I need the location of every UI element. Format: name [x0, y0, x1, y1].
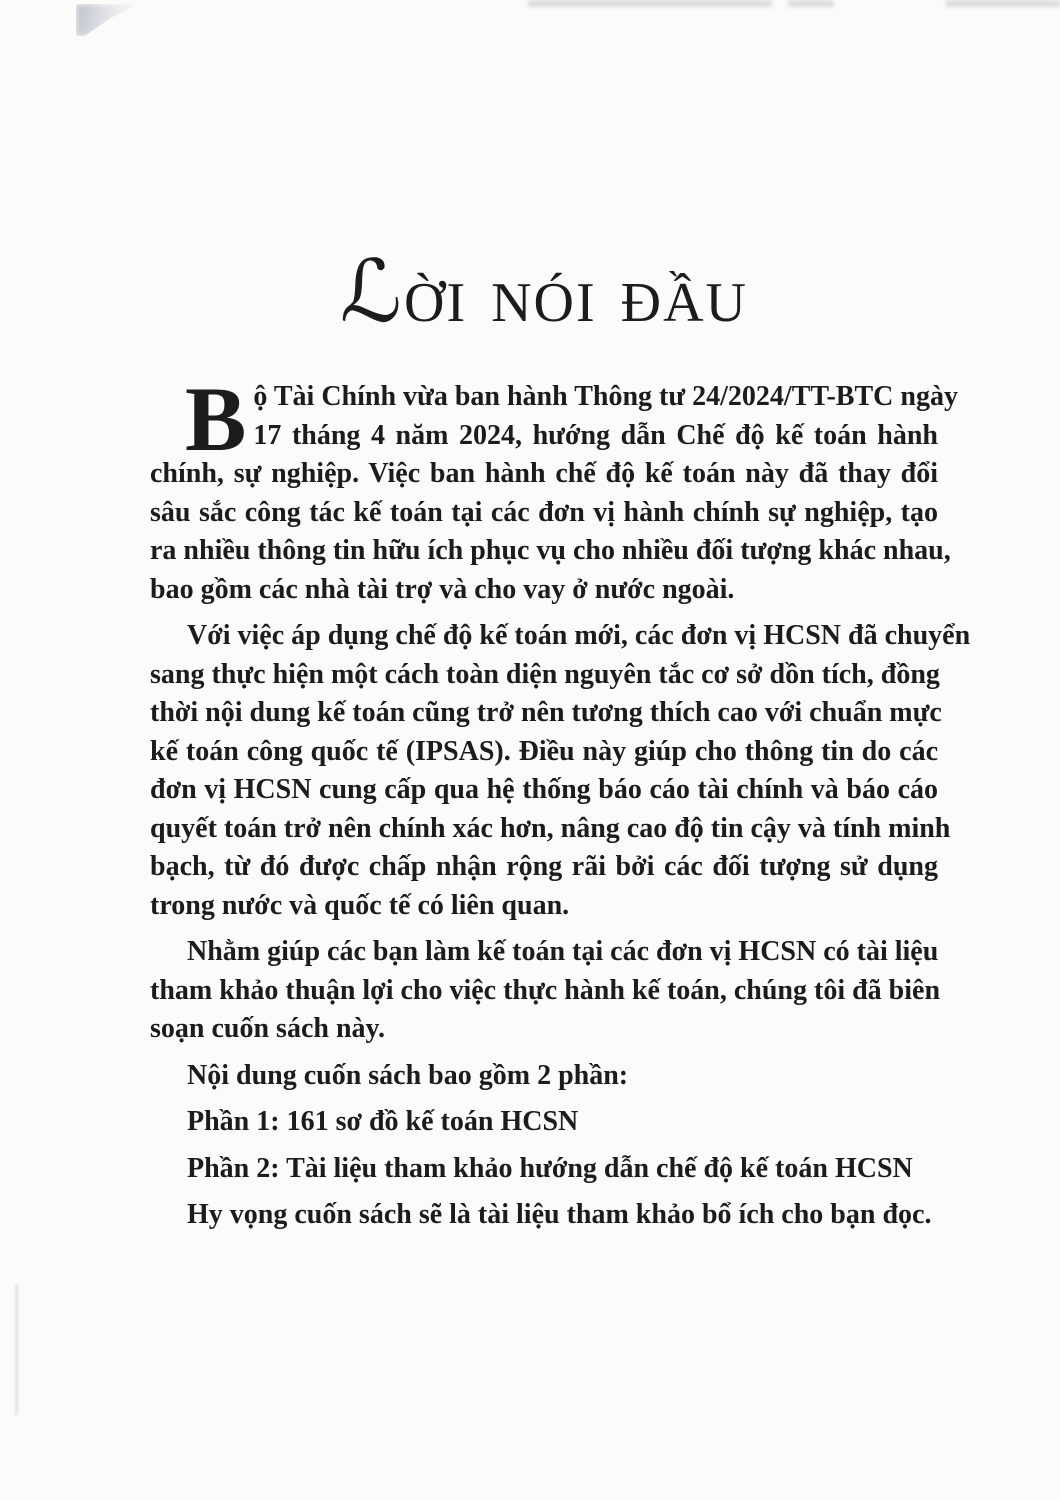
- text-line: Nhằm giúp các bạn làm kế toán tại các đơn vị HCSN có tài liệu: [187, 936, 939, 967]
- title-script-initial: ℒ: [340, 242, 402, 342]
- scan-edge-artifact: [15, 1285, 18, 1415]
- text-line: thời nội dung kế toán cũng trở nên tương thích cao với chuẩn mực: [150, 697, 942, 728]
- text-line: ộ Tài Chính vừa ban hành Thông tư 24/2024/TT-BTC ngày: [253, 381, 958, 412]
- paragraph-1: [150, 368, 958, 609]
- title-text: ỜI NÓI ĐẦU: [404, 272, 748, 334]
- paragraph-closing: [150, 1196, 938, 1235]
- text-line: 17 tháng 4 năm 2024, hướng dẫn Chế độ kế toán hành: [253, 419, 938, 451]
- text-line: Phần 2: Tài liệu tham khảo hướng dẫn chế độ kế toán HCSN: [187, 1152, 913, 1184]
- text-line: bạch, từ đó được chấp nhận rộng rãi bởi các đối tượng sử dụng: [150, 851, 938, 882]
- paragraph-contents-intro: [150, 1057, 938, 1096]
- scan-edge-artifact: [788, 0, 834, 7]
- text-line: tham khảo thuận lợi cho việc thực hành kế toán, chúng tôi đã biên: [150, 974, 941, 1006]
- scan-edge-artifact: [528, 0, 772, 7]
- text-line: trong nước và quốc tế có liên quan.: [150, 889, 570, 921]
- text-line: Hy vọng cuốn sách sẽ là tài liệu tham khảo bổ ích cho bạn đọc.: [187, 1199, 932, 1230]
- text-line: soạn cuốn sách này.: [150, 1013, 385, 1044]
- text-line: ra nhiều thông tin hữu ích phục vụ cho nhiều đối tượng khác nhau,: [150, 535, 951, 566]
- text-line: Nội dung cuốn sách bao gồm 2 phần:: [187, 1059, 629, 1091]
- text-line: Phần 1: 161 sơ đồ kế toán HCSN: [187, 1106, 579, 1137]
- scan-smudge-top-left: [76, 4, 138, 36]
- paragraph-part-1: [150, 1103, 938, 1142]
- scan-edge-artifact: [946, 0, 1060, 7]
- text-line: sâu sắc công tác kế toán tại các đơn vị hành chính sự nghiệp, tạo: [150, 496, 938, 528]
- text-line: Với việc áp dụng chế độ kế toán mới, các đơn vị HCSN đã chuyển: [187, 620, 971, 651]
- text-line: đơn vị HCSN cung cấp qua hệ thống báo cáo tài chính và báo cáo: [150, 774, 938, 805]
- text-line: sang thực hiện một cách toàn diện nguyên tắc cơ sở dồn tích, đồng: [150, 658, 940, 690]
- text-line: chính, sự nghiệp. Việc ban hành chế độ kế toán này đã thay đổi: [150, 458, 938, 489]
- paragraph-3: [150, 933, 941, 1049]
- text-line: quyết toán trở nên chính xác hơn, nâng cao độ tin cậy và tính minh: [150, 812, 951, 844]
- paragraph-2: [150, 617, 971, 925]
- text-line: bao gồm các nhà tài trợ và cho vay ở nước ngoài.: [150, 573, 735, 605]
- preface-body: [150, 368, 971, 1235]
- dropcap-letter: B: [185, 368, 247, 470]
- text-line: kế toán công quốc tế (IPSAS). Điều này giúp cho thông tin do các: [150, 735, 938, 767]
- page-title: [150, 242, 938, 353]
- paragraph-part-2: [150, 1150, 938, 1189]
